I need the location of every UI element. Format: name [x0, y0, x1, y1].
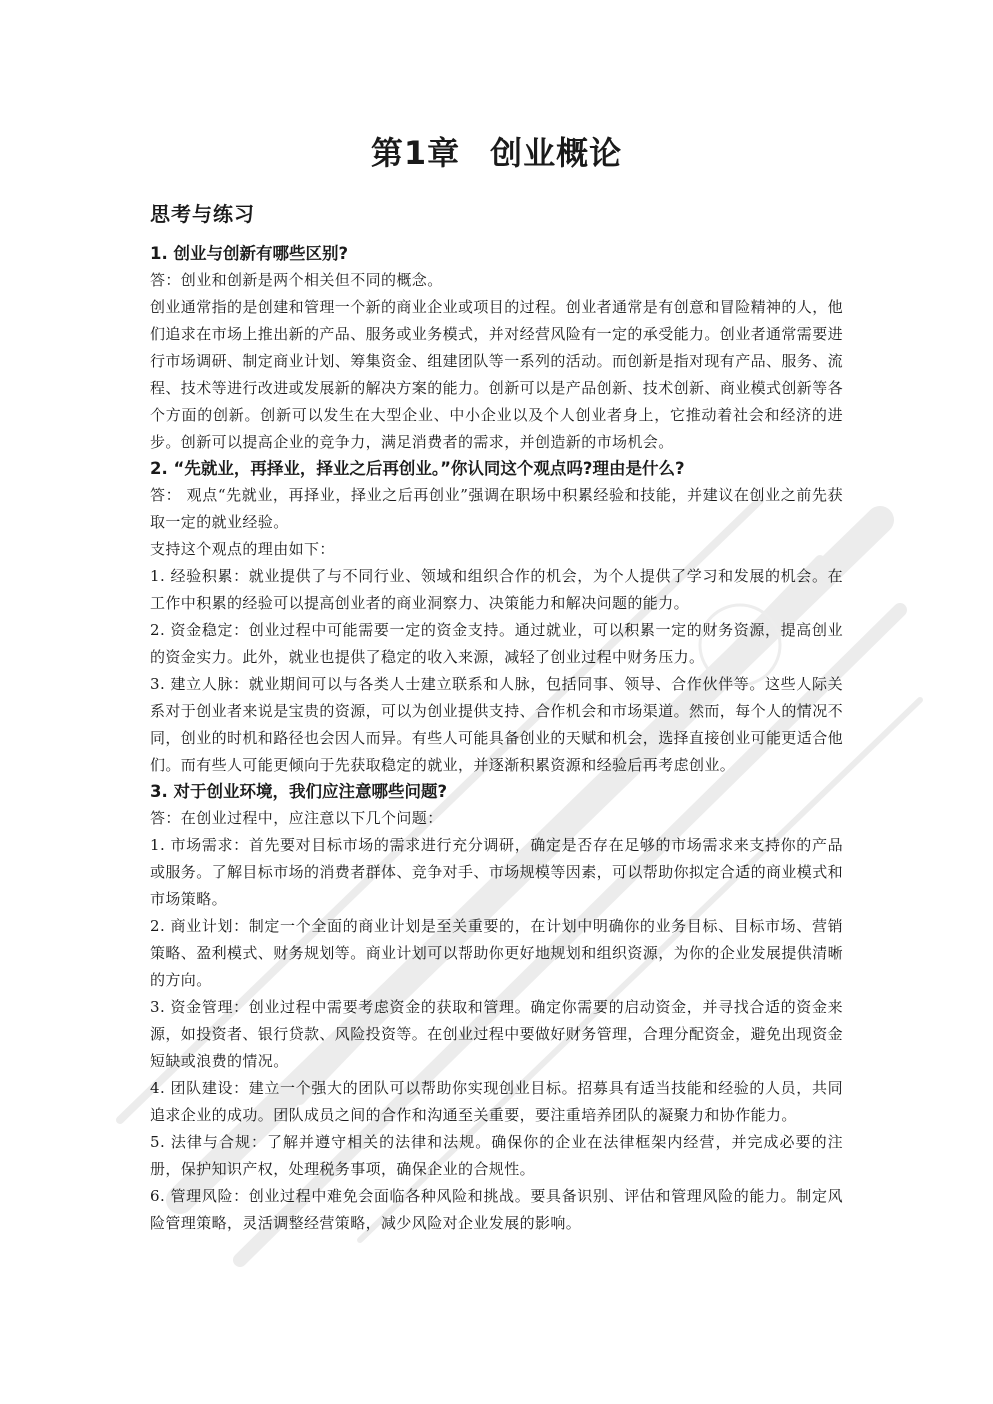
answer-paragraph: 2. 商业计划：制定一个全面的商业计划是至关重要的，在计划中明确你的业务目标、目标市场、营销策略、盈利模式、财务规划等。商业计划可以帮助你更好地规划和组织资源，为你的企业发展提供清晰的方向。 — [150, 917, 844, 989]
answer-paragraph: 1. 经验积累：就业提供了与不同行业、领域和组织合作的机会，为个人提供了学习和发展的机会。在工作中积累的经验可以提高创业者的商业洞察力、决策能力和解决问题的能力。 — [150, 567, 843, 612]
chapter-name: 创业概论 — [490, 134, 623, 172]
answer-paragraph: 答：创业和创新是两个相关但不同的概念。 — [150, 271, 443, 289]
answer-paragraph: 4. 团队建设：建立一个强大的团队可以帮助你实现创业目标。招募具有适当技能和经验的人员，共同追求企业的成功。团队成员之间的合作和沟通至关重要，要注重培养团队的凝聚力和协作能力。 — [150, 1079, 843, 1124]
answer-paragraph: 答：在创业过程中，应注意以下几个问题： — [150, 809, 443, 827]
question-block — [150, 779, 843, 1237]
answer-paragraph: 3. 建立人脉：就业期间可以与各类人士建立联系和人脉，包括同事、领导、合作伙伴等。这些人际关系对于创业者来说是宝贵的资源，可以为创业提供支持、合作机会和市场渠道。然而，每个人的情况不同，创业的时机和路径也会因人而异。有些人可能具备创业的天赋和机会，选择直接创业可能更适合他们。而有些人可能更倾向于先获取稳定的就业，并逐渐积累资源和经验后再考虑创业。 — [150, 675, 844, 774]
section-title: 思考与练习 — [150, 202, 255, 226]
answer-paragraph: 6. 管理风险：创业过程中难免会面临各种风险和挑战。要具备识别、评估和管理风险的能力。制定风险管理策略，灵活调整经营策略，减少风险对企业发展的影响。 — [150, 1187, 843, 1232]
question-block — [150, 456, 843, 779]
chapter-title — [150, 128, 843, 174]
answer-paragraph: 5. 法律与合规：了解并遵守相关的法律和法规。确保你的企业在法律框架内经营，并完成必要的注册，保护知识产权，处理税务事项，确保企业的合规性。 — [150, 1133, 843, 1178]
question-title: 2. “先就业，再择业，择业之后再创业。”你认同这个观点吗?理由是什么? — [150, 459, 685, 478]
answer-paragraph: 支持这个观点的理由如下： — [150, 540, 335, 558]
answer-paragraph: 创业通常指的是创建和管理一个新的商业企业或项目的过程。创业者通常是有创意和冒险精神的人，他们追求在市场上推出新的产品、服务或业务模式，并对经营风险有一定的承受能力。创业者通常需要进行市场调研、制定商业计划、筹集资金、组建团队等一系列的活动。而创新是指对现有产品、服务、流程、技术等进行改进或发展新的解决方案的能力。创新可以是产品创新、技术创新、商业模式创新等各个方面的创新。创新可以发生在大型企业、中小企业以及个人创业者身上，它推动着社会和经济的进步。创新可以提高企业的竞争力，满足消费者的需求，并创造新的市场机会。 — [150, 298, 844, 451]
answer-paragraph: 答： 观点“先就业，再择业，择业之后再创业”强调在职场中积累经验和技能，并建议在创业之前先获取一定的就业经验。 — [150, 486, 843, 531]
answer-paragraph: 2. 资金稳定：创业过程中可能需要一定的资金支持。通过就业，可以积累一定的财务资源，提高创业的资金实力。此外，就业也提供了稳定的收入来源，减轻了创业过程中财务压力。 — [150, 621, 843, 666]
question-block — [150, 241, 843, 456]
document-page — [150, 118, 843, 1237]
question-title: 1. 创业与创新有哪些区别? — [150, 244, 349, 263]
chapter-number: 第1章 — [370, 134, 461, 172]
question-title: 3. 对于创业环境，我们应注意哪些问题? — [150, 782, 448, 801]
answer-paragraph: 3. 资金管理：创业过程中需要考虑资金的获取和管理。确定你需要的启动资金，并寻找合适的资金来源，如投资者、银行贷款、风险投资等。在创业过程中要做好财务管理，合理分配资金，避免出现资金短缺或浪费的情况。 — [150, 998, 844, 1070]
answer-paragraph: 1. 市场需求：首先要对目标市场的需求进行充分调研，确定是否存在足够的市场需求来支持你的产品或服务。了解目标市场的消费者群体、竞争对手、市场规模等因素，可以帮助你拟定合适的商业模式和市场策略。 — [150, 836, 844, 908]
